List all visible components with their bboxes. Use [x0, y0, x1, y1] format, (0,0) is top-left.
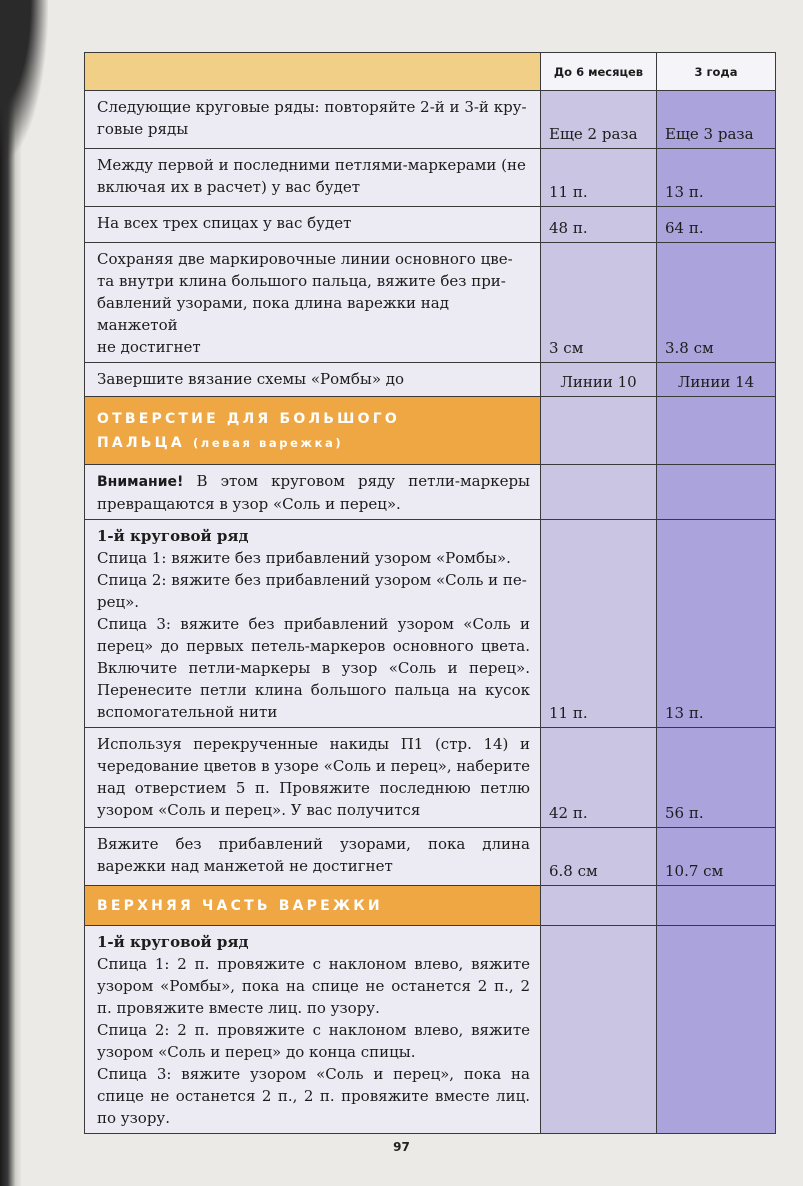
section-header-row	[85, 886, 776, 926]
row-value-6-months: Еще 2 раза	[541, 91, 657, 149]
row-description: 1-й круговой ряд Спица 1: 2 п. провяжите с наклоном влево, вяжите узором «Ромбы», пока на спице не останется 2 п., 2 п. провяжите вместе лиц. по узору. Спица 2: 2 п. провяжите с наклоном влево, вяжите узором «Соль и перец» до конца спицы. Спица 3: вяжите узором «Соль и перец», пока на спице не останется 2 п., 2 п. провяжите вместе лиц. по узору.	[85, 926, 541, 1134]
row-value-3-years: 3.8 см	[657, 243, 776, 363]
section-cell-6-months	[541, 397, 657, 465]
table-row	[85, 149, 776, 207]
row-value-3-years: 56 п.	[657, 728, 776, 828]
header-blank-cell	[85, 53, 541, 91]
table-row	[85, 520, 776, 728]
attention-label: Внимание!	[97, 474, 184, 490]
row-description: Сохраняя две маркировочные линии основного цве- та внутри клина большого пальца, вяжите без при- бавлений узорами, пока длина варежки над манжетой не достигнет	[85, 243, 541, 363]
row-value-6-months: 42 п.	[541, 728, 657, 828]
section-cell-3-years	[657, 397, 776, 465]
row-value-3-years	[657, 926, 776, 1134]
page-curl	[0, 0, 48, 160]
table-row	[85, 363, 776, 397]
row-value-3-years: 13 п.	[657, 149, 776, 207]
row-value-3-years: 13 п.	[657, 520, 776, 728]
row-value-3-years: 10.7 см	[657, 828, 776, 886]
table-row	[85, 926, 776, 1134]
row-heading: 1-й круговой ряд	[97, 527, 249, 545]
row-value-6-months: 48 п.	[541, 207, 657, 243]
header-age-3-years: 3 года	[657, 53, 776, 91]
section-title-mitten-top: ВЕРХНЯЯ ЧАСТЬ ВАРЕЖКИ	[85, 886, 541, 926]
row-description: Следующие круговые ряды: повторяйте 2-й и 3-й кру- говые ряды	[85, 91, 541, 149]
section-cell-3-years	[657, 886, 776, 926]
row-value-3-years	[657, 465, 776, 520]
row-heading: 1-й круговой ряд	[97, 933, 249, 951]
table-row	[85, 828, 776, 886]
row-description: Используя перекрученные накиды П1 (стр. 14) и чередование цветов в узоре «Соль и перец», наберите над отверстием 5 п. Провяжите последнюю петлю узором «Соль и перец». У вас получится	[85, 728, 541, 828]
instruction-table-container	[84, 52, 775, 1134]
row-value-6-months: 3 см	[541, 243, 657, 363]
instruction-table	[84, 52, 776, 1134]
row-value-6-months: 11 п.	[541, 149, 657, 207]
header-age-6-months: До 6 месяцев	[541, 53, 657, 91]
row-value-3-years: Еще 3 раза	[657, 91, 776, 149]
table-row	[85, 243, 776, 363]
attention-row	[85, 465, 776, 520]
section-title-thumb-opening: ОТВЕРСТИЕ ДЛЯ БОЛЬШОГО ПАЛЬЦА (левая варежка)	[85, 397, 541, 465]
row-value-6-months: 11 п.	[541, 520, 657, 728]
row-value-6-months: 6.8 см	[541, 828, 657, 886]
row-value-3-years: Линии 14	[657, 363, 776, 397]
row-value-6-months: Линии 10	[541, 363, 657, 397]
page-number: 97	[393, 1140, 410, 1154]
row-description: 1-й круговой ряд Спица 1: вяжите без прибавлений узором «Ромбы». Спица 2: вяжите без прибавлений узором «Соль и пе- рец». Спица 3: вяжите без прибавлений узором «Соль и перец» до первых петель-маркеров основного цвета. Включите петли-маркеры в узор «Соль и перец». Перенесите петли клина большого пальца на кусок вспомогательной нити	[85, 520, 541, 728]
row-value-6-months	[541, 465, 657, 520]
row-value-6-months	[541, 926, 657, 1134]
attention-note: Внимание! В этом круговом ряду петли-маркеры превращаются в узор «Соль и перец».	[85, 465, 541, 520]
row-description: Завершите вязание схемы «Ромбы» до	[85, 363, 541, 397]
section-header-row	[85, 397, 776, 465]
header-row	[85, 53, 776, 91]
book-spine-shadow	[0, 0, 22, 1186]
table-row	[85, 728, 776, 828]
section-cell-6-months	[541, 886, 657, 926]
row-value-3-years: 64 п.	[657, 207, 776, 243]
table-row	[85, 91, 776, 149]
row-description: Между первой и последними петлями-маркерами (не включая их в расчет) у вас будет	[85, 149, 541, 207]
table-row	[85, 207, 776, 243]
row-description: Вяжите без прибавлений узорами, пока длина варежки над манжетой не достигнет	[85, 828, 541, 886]
row-description: На всех трех спицах у вас будет	[85, 207, 541, 243]
